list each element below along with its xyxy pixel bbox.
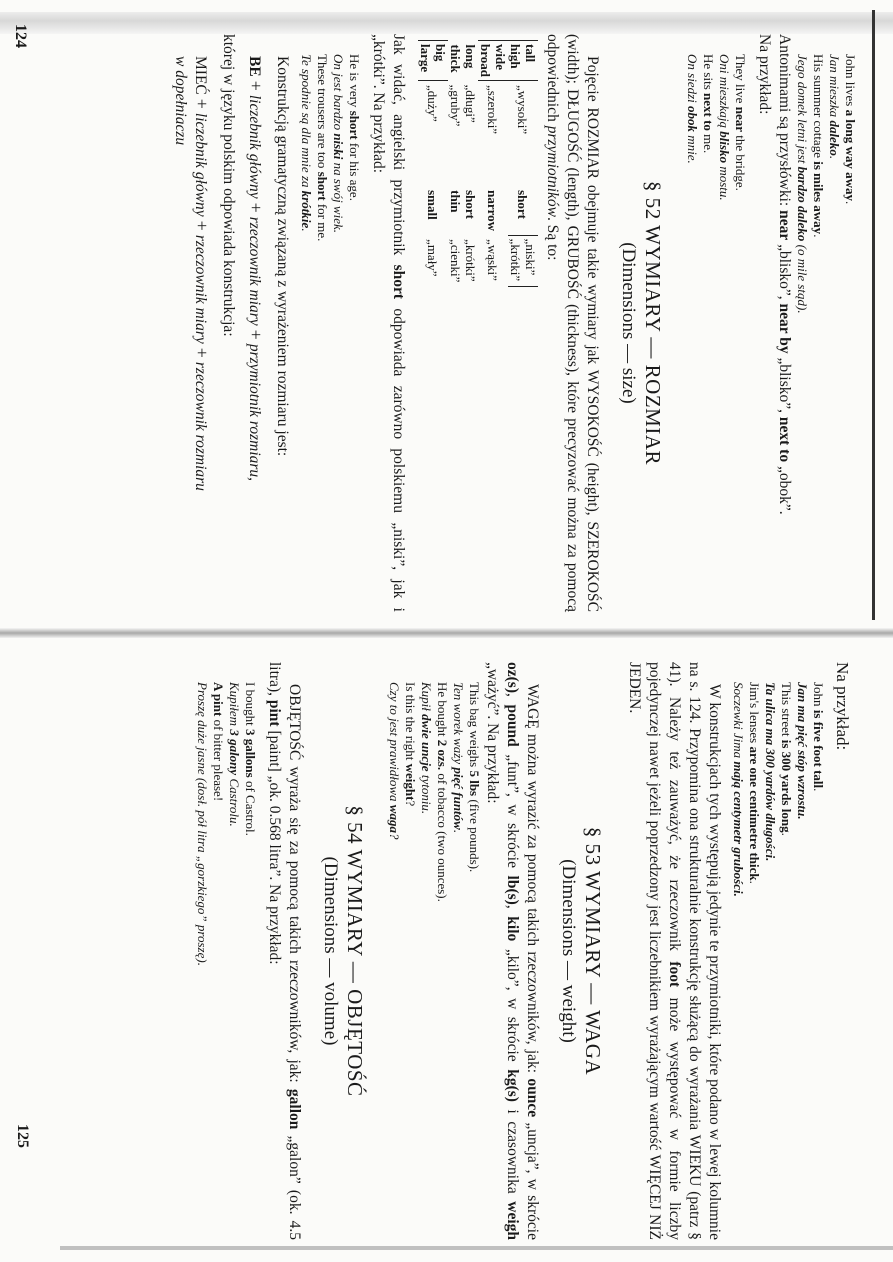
example-en: John lives a long way away. [843,54,858,205]
table-row: wide broad „szeroki” narrow „wąski” [478,41,508,287]
page-number: 125 [14,1124,31,1148]
example-en: John is five foot tall. [811,682,826,792]
example-en: This street is 300 yards long. [779,682,794,836]
book-page-125 [12,650,872,1250]
example-pl: On jest bardzo niski na swój wiek. [331,54,346,234]
example-pl: Ta ulica ma 300 yardów długości. [763,682,778,862]
book-page-124 [12,22,872,622]
example-pl: Oni mieszkają blisko mostu. [717,54,732,201]
example-pl: Proszę duże jasne (dosł. pół litra „gorzkiego” proszę). [195,682,210,966]
section-52-intro: Pojęcie ROZMIAR obejmuje takie wymiary jak WYSOKOŚĆ (height), SZEROKOŚĆ (width); DŁUGOŚĆ (length), GRUBOŚĆ (thickness), które precyzować można za pomocą odpowiednich przymiotników. Są to: [544,34,601,612]
na-przyklad-label: Na przykład: [756,34,773,115]
table-row: long „długi” short „krótki” [463,44,478,282]
section-54-subheading: (Dimensions — volume) [320,856,341,1046]
example-pl: Soczewki Jima mają centymetr grubości. [731,682,746,897]
formula-be: BE+liczebnik główny+rzeczownik miary+przymiotnik rozmiaru, [246,56,266,482]
polish-construction-paragraph: której w języku polskim odpowiada konstrukcja: [220,34,237,337]
section-53-heading: § 53 WYMIARY — WAGA [581,826,605,1076]
section-52-subheading: (Dimensions — size) [618,242,639,404]
example-pl: Kupił dwie uncje tytoniu. [419,682,434,815]
example-en: These trousers are too short for me. [315,54,330,242]
na-przyklad-label: Na przykład: [833,662,852,751]
example-en: I bought 3 gallons of Castrol. [243,682,258,836]
example-en: He sits next to me. [701,54,716,154]
example-pl: Jego domek letni jest bardzo daleko (o mile stąd). [795,54,810,314]
example-en: He bought 2 ozs. of tobacco (two ounces). [435,682,450,902]
example-en: Jim's lenses are one centimetre thick. [747,682,762,884]
section-53-intro: WAGĘ można wyrazić za pomocą takich rzeczowników, jak: ounce „uncja”, w skrócie oz(s), pound „funt”, w skrócie lb(s), kilo „kilo”, w skrócie kg(s) i czasownika weigh „ważyć”. Na przykład: [484,662,541,1241]
table-row: thick „gruby” thin „cienki” [448,44,463,283]
short-paragraph: Jak widać, angielski przymiotnik short odpowiada zarówno polskiemu „niski”, jak i „krótki”. Na przykład: [370,34,407,612]
scan-edge-right [872,10,875,620]
example-pl: Jan ma pięć stóp wzrostu. [795,682,810,820]
antonyms-paragraph: Antonimami są przysłówki: near „blisko”, near by „blisko”, next to „obok”. [776,34,793,515]
example-pl: Jan mieszka daleko. [827,54,842,160]
table-row: big large „duży” small „mały” [418,41,448,287]
example-pl: Ten worek waży pięć funtów. [451,682,466,834]
example-pl: On siedzi obok mnie. [685,54,700,164]
page-fold-gutter [0,628,893,638]
example-pl: Te spodnie są dla mnie za krótkie. [299,54,314,232]
example-en: Is this the right weight? [403,682,418,807]
section-52-heading: § 52 WYMIARY — ROZMIAR [641,180,665,465]
section-54-heading: § 54 WYMIARY — OBJĘTOŚĆ [343,805,367,1097]
example-pl: Kupiłem 3 galony Castrolu. [227,682,242,827]
example-en: They live near the bridge. [733,54,748,191]
example-en: This bag weighs 5 lbs (five pounds). [467,682,482,873]
example-en: He is very short for his age. [347,54,362,201]
page-number: 124 [12,24,29,48]
note-paragraph: W konstrukcjach tych występują jedynie te przymiotniki, które podano w lewej kolumnie na s. 124. Przypomina ona strukturalnie konstrukcję służącą do wyrażania WIEKU (patrz § 41). Należy też zauważyć, że rzeczownik foot może występować w formie liczby pojedynczej nawet jeżeli poprzedzony jest liczebnikiem wyrażającym wartość WIĘCEJ NIŻ JEDEN. [626,662,723,1241]
example-pl: Czy to jest prawidłowa waga? [387,682,402,840]
construction-paragraph: Konstrukcją gramatyczną związaną z wyrażeniem rozmiaru jest: [274,56,291,457]
table-row: tall high „wysoki” short „niski” „krótki” [508,41,538,287]
section-53-subheading: (Dimensions — weight) [558,859,579,1043]
example-en: His summer cottage is miles away. [811,54,826,238]
formula-miec: MIEĆ+liczebnik główny+rzeczownik miary+rzeczownik rozmiaru w dopełniaczu [172,56,212,491]
adjectives-table [418,40,538,287]
section-54-intro: OBJĘTOŚĆ wyraża się za pomocą takich rzeczowników, jak: gallon „galon” (ok. 4.5 litra), pint [paint] „ok. 0.568 litra”. Na przykład: [266,662,303,1240]
example-en: A pint of bitter please! [211,682,226,802]
